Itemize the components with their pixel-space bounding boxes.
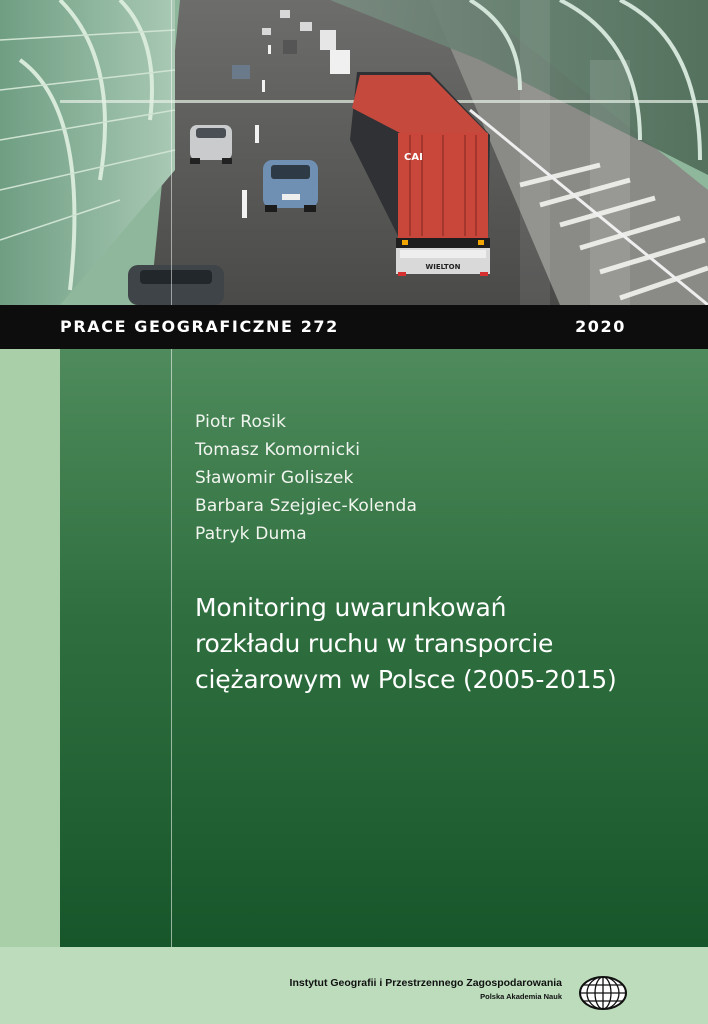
vertical-guide-line bbox=[171, 349, 172, 1024]
publisher-subtitle: Polska Akademia Nauk bbox=[480, 992, 562, 1001]
highway-photo bbox=[0, 0, 708, 305]
svg-text:CAI: CAI bbox=[404, 152, 423, 163]
vertical-guide-line-top bbox=[171, 0, 172, 305]
publisher-block bbox=[290, 977, 562, 1001]
author-name: Sławomir Goliszek bbox=[195, 468, 354, 488]
author-name: Patryk Duma bbox=[195, 524, 307, 544]
author-list bbox=[195, 408, 417, 548]
globe-logo-icon bbox=[578, 975, 628, 1011]
series-band bbox=[0, 305, 708, 349]
svg-text:WIELTON: WIELTON bbox=[425, 263, 461, 271]
author-name: Piotr Rosik bbox=[195, 412, 287, 432]
publication-year: 2020 bbox=[575, 317, 626, 336]
series-label: PRACE GEOGRAFICZNE 272 bbox=[60, 317, 339, 336]
publisher-name: Instytut Geografii i Przestrzennego Zagospodarowania bbox=[289, 977, 562, 989]
silver-car bbox=[190, 125, 232, 164]
author-name: Barbara Szejgiec-Kolenda bbox=[195, 496, 418, 516]
book-title: Monitoring uwarunkowań rozkładu ruchu w transporcie ciężarowym w Polsce (2005-2015) bbox=[195, 593, 617, 694]
author-name: Tomasz Komornicki bbox=[195, 440, 361, 460]
highway-photo-illustration bbox=[0, 0, 708, 305]
